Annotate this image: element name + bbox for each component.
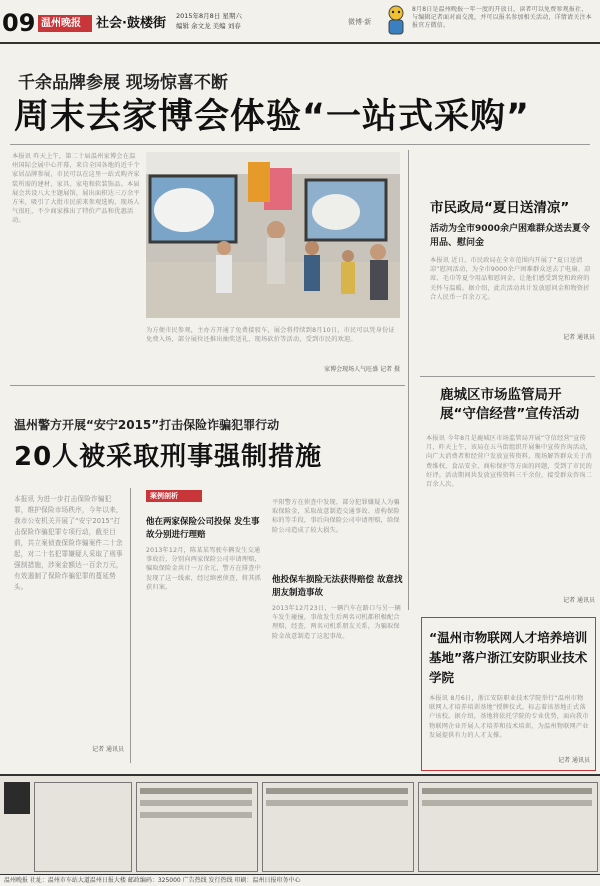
page-number: 09	[2, 10, 36, 36]
section-title: 社会·鼓楼街	[96, 16, 166, 31]
expo-divider	[10, 144, 590, 145]
case2-title: 他投保车损险无法获得赔偿 故意找朋友制造事故	[272, 575, 403, 598]
footer-divider	[0, 874, 600, 875]
case1-title: 他在两家保险公司投保 发生事故分别进行理赔	[146, 517, 260, 540]
fraud-kicker: 温州警方开展“安宁2015”打击保险诈骗犯罪行动	[14, 418, 280, 432]
fraud-credit: 记者 通讯员	[92, 746, 124, 753]
expo-body-right: 为方便市民参观，主办方开通了免费接驳车，展会将持续到8月10日，市民可以凭身份证免费入场，部分展位还推出抽奖送礼、现场砍价等活动，受到市民的欢迎。	[146, 327, 395, 344]
expo-kicker: 千余品牌参展 现场惊喜不断	[18, 73, 228, 93]
market-headline: 鹿城区市场监管局开展“守信经营”宣传活动	[440, 387, 580, 422]
footer-text: 温州晚报 社址：温州市车站大道温州日报大楼 邮政编码：325000 广告热线 发行热线 印刷：温州日报印务中心	[4, 877, 301, 884]
cool-body: 本报讯 近日，市民政局在全市范围内开展了“夏日送清凉”慰问活动，为全市9000余户困难群众送去了电扇、凉席、毛巾等夏令用品和慰问金，让他们感受到党和政府的关怀与温暖。据介绍，此次活动共计发放慰问金和物资折合人民币一百余万元。	[430, 257, 591, 301]
case-tag: 案例剖析	[146, 490, 202, 502]
expo-body-left: 本报讯 昨天上午，第二十届温州家博会在温州国际会展中心开幕，来自全国各地的近千个家居品牌参展，市民可以在这里一站式购齐家装所需的建材、家具、家电和软装饰品。本届展会共设八大主题展馆，展出面积达三万余平方米，吸引了大批市民前来参观选购，现场人气很旺，不少商家推出了特价产品和优惠活动。	[12, 153, 140, 225]
iot-headline: “温州市物联网人才培养培训基地”落户浙江安防职业技术学院	[429, 630, 588, 685]
mascot-icon	[383, 4, 409, 38]
cool-subhead: 活动为全市9000余户困难群众送去夏令用品、慰问金	[430, 224, 591, 248]
cool-divider	[420, 376, 595, 377]
market-credit: 记者 通讯员	[563, 597, 595, 604]
expo-caption: 家博会现场人气旺盛 记者 摄	[324, 366, 400, 373]
case2-body: 2013年12月23日，一辆汽车在路口与另一辆车发生碰撞，事故发生后两名司机都积极配合理赔，经查，两名司机系朋友关系，为骗取保险金故意制造了这起事故。	[272, 605, 401, 640]
expo-photo	[146, 152, 400, 318]
header-right-label: 微博·新	[348, 18, 372, 26]
cool-headline: 市民政局“夏日送清凉”	[430, 200, 570, 216]
expo-bottom-divider	[10, 385, 405, 386]
header-divider	[0, 42, 600, 44]
iot-body: 本报讯 8月6日，浙江安防职业技术学院举行“温州市物联网人才培养培训基地”授牌仪式，标志着该基地正式落户该校。据介绍，基地将依托学院的专业优势，面向我市物联网企业开展人才培养和技术培训，为温州物联网产业发展提供有力的人才支撑。	[429, 695, 589, 739]
case1-body: 2013年12月，陈某某驾驶车辆发生交通事故后，分别向两家保险公司申请理赔，骗取保险金共计一万余元，警方在排查中发现了这一线索，经过缜密侦查，将其抓获归案。	[146, 547, 261, 591]
expo-headline: 周末去家博会体验“一站式采购”	[14, 97, 531, 137]
date-line: 2015年8月8日 星期六	[176, 12, 242, 20]
fraud-body: 本报讯 为进一步打击保险诈骗犯罪，维护保险市场秩序，今年以来，我市公安机关开展了“安宁2015”打击保险诈骗犯罪专项行动，截至目前，共立案侦查保险诈骗案件二十余起，对二十名犯罪嫌疑人采取了刑事强制措施，涉案金额达一百余万元，有效遏制了保险诈骗犯罪的蔓延势头。	[14, 495, 123, 591]
fraud-headline: 20人被采取刑事强制措施	[14, 442, 323, 472]
cool-credit: 记者 通讯员	[563, 334, 595, 341]
classified-ad-block	[0, 776, 600, 874]
page-header	[0, 0, 600, 42]
paper-name-badge: 温州晚报	[38, 15, 92, 32]
market-body: 本报讯 今年8月是鹿城区市场监管局开展“守信经营”宣传月，昨天上午，该局在五马街组织开展集中宣传咨询活动，向广大消费者和经营户发放宣传资料，现场解答群众关于消费维权、食品安全、商标保护等方面的问题，受到了市民的好评。活动期间共发放宣传资料三千余份，接受群众咨询二百余人次。	[426, 435, 593, 489]
column-divider	[408, 150, 409, 610]
iot-credit: 记者 通讯员	[558, 757, 590, 764]
editor-line: 编辑 余文龙 美编 刘春	[176, 22, 241, 30]
header-promo: 8月8日是温州晚报一年一度的开放日，读者可以免费参观报社，与编辑记者面对面交流，并可以报名参加相关活动，详情请关注本报官方微信。	[412, 6, 592, 29]
fraud-col-divider	[130, 488, 131, 763]
fraud-middle-body: 平阳警方在侦查中发现，部分犯罪嫌疑人为骗取保险金，采取故意制造交通事故、虚构保险标的等手段，事后向保险公司申请理赔，给保险公司造成了较大损失。	[272, 499, 400, 534]
